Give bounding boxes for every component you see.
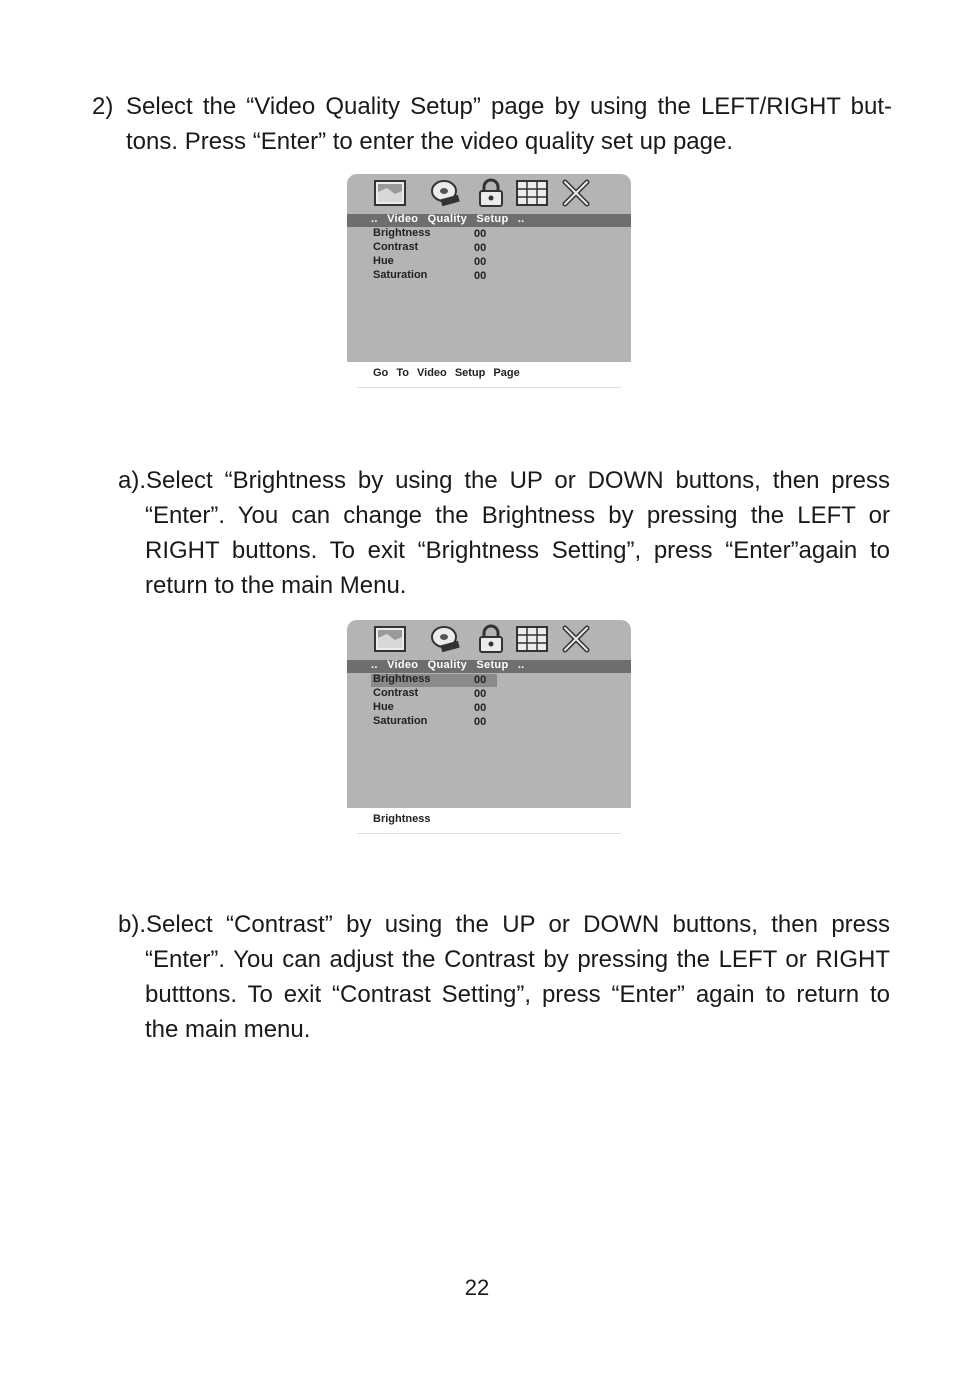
menu-item-contrast[interactable]: Contrast <box>373 687 419 699</box>
menu-item-hue[interactable]: Hue <box>373 701 394 713</box>
video-quality-menu-screenshot-1 <box>347 174 631 389</box>
audio-disc-icon <box>429 178 463 208</box>
osd-icon-bar <box>347 620 631 660</box>
step-a-line-2: “Enter”. You can change the Brightness by pressing the LEFT or <box>145 502 890 529</box>
saturation-value: 00 <box>474 716 487 728</box>
page-number: 22 <box>464 1275 490 1300</box>
menu-title-bar <box>347 660 631 673</box>
video-quality-menu-screenshot-2 <box>347 620 631 835</box>
brightness-value: 00 <box>474 674 487 686</box>
osd-panel <box>347 620 631 808</box>
step-a-line-1: a).Select “Brightness by using the UP or DOWN buttons, then press <box>118 467 890 494</box>
step-b-line-4: the main menu. <box>145 1016 311 1043</box>
step-a-line-3: RIGHT buttons. To exit “Brightness Setting”, press “Enter”again to <box>145 537 890 564</box>
menu-item-brightness[interactable]: Brightness <box>373 227 431 239</box>
lock-icon <box>474 178 508 208</box>
hue-value: 00 <box>474 702 487 714</box>
menu-item-saturation[interactable]: Saturation <box>373 269 428 281</box>
menu-item-brightness[interactable]: Brightness <box>373 673 431 685</box>
menu-item-contrast[interactable]: Contrast <box>373 241 419 253</box>
step-b-line-1: b).Select “Contrast” by using the UP or DOWN buttons, then press <box>118 911 890 938</box>
menu-title: .. Video Quality Setup .. <box>371 659 525 671</box>
osd-panel <box>347 174 631 362</box>
brightness-value: 00 <box>474 228 487 240</box>
menu-item-hue[interactable]: Hue <box>373 255 394 267</box>
lock-icon <box>474 624 508 654</box>
step-b-line-3: butttons. To exit “Contrast Setting”, press “Enter” again to return to <box>145 981 890 1008</box>
step-number: 2) <box>92 93 114 120</box>
step-a-paragraph <box>118 463 890 603</box>
step-2-line-1: Select the “Video Quality Setup” page by using the LEFT/RIGHT but- <box>126 93 892 120</box>
exit-icon <box>559 178 593 208</box>
step-b-paragraph <box>118 907 890 1047</box>
menu-status-text: Go To Video Setup Page <box>373 367 520 379</box>
exit-icon <box>559 624 593 654</box>
menu-item-saturation[interactable]: Saturation <box>373 715 428 727</box>
contrast-value: 00 <box>474 242 487 254</box>
saturation-value: 00 <box>474 270 487 282</box>
menu-status-bar <box>357 808 621 834</box>
hue-value: 00 <box>474 256 487 268</box>
preference-icon <box>515 178 549 208</box>
audio-disc-icon <box>429 624 463 654</box>
menu-status-text: Brightness <box>373 813 431 825</box>
osd-icon-bar <box>347 174 631 214</box>
step-2-line-2: tons. Press “Enter” to enter the video quality set up page. <box>126 128 734 155</box>
picture-icon <box>373 624 407 654</box>
picture-icon <box>373 178 407 208</box>
step-b-line-2: “Enter”. You can adjust the Contrast by pressing the LEFT or RIGHT <box>145 946 890 973</box>
step-a-line-4: return to the main Menu. <box>145 572 407 599</box>
menu-title: .. Video Quality Setup .. <box>371 213 525 225</box>
menu-status-bar <box>357 362 621 388</box>
menu-title-bar <box>347 214 631 227</box>
contrast-value: 00 <box>474 688 487 700</box>
preference-icon <box>515 624 549 654</box>
